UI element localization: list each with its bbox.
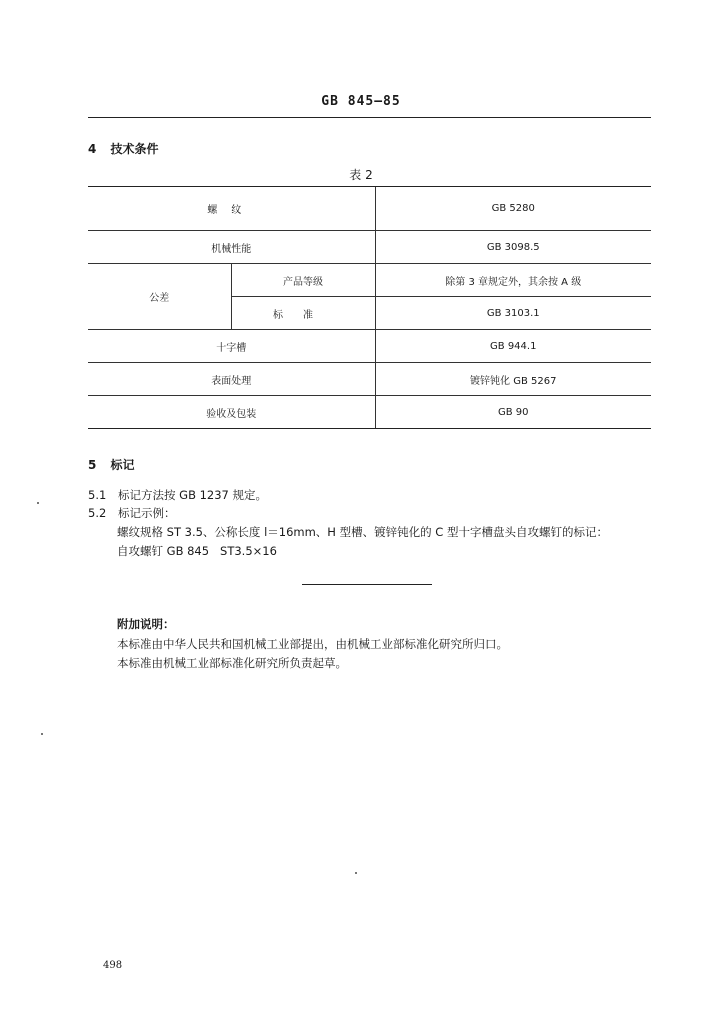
section-5-number: 5 <box>88 458 97 472</box>
table-cell-value: GB 944.1 <box>375 330 651 363</box>
table-cell-label: 验收及包装 <box>88 396 375 429</box>
table-cell-label: 表面处理 <box>88 363 375 396</box>
table-row <box>88 396 651 429</box>
table-cell-value: GB 5280 <box>375 187 651 231</box>
table-cell-value: GB 3103.1 <box>375 297 651 330</box>
clause-text: 标记示例： <box>118 506 176 520</box>
marking-example: 自攻螺钉 GB 845 ST3.5×16 <box>117 544 277 558</box>
table-caption: 表 2 <box>349 168 373 182</box>
table-cell-value: 镀锌钝化 GB 5267 <box>375 363 651 396</box>
clause-text: 标记方法按 GB 1237 规定。 <box>118 488 268 502</box>
table-row <box>88 330 651 363</box>
clause-5-2 <box>88 505 176 521</box>
table-cell-label: 螺纹 <box>88 187 375 231</box>
clause-number: 5.2 <box>88 506 107 520</box>
additional-note-line: 本标准由机械工业部标准化研究所负责起草。 <box>117 656 347 670</box>
section-4-heading <box>88 140 159 157</box>
table-cell-label: 机械性能 <box>88 231 375 264</box>
table-cell-sublabel: 产品等级 <box>231 264 375 297</box>
section-4-number: 4 <box>88 142 97 156</box>
page-number: 498 <box>103 960 123 971</box>
table-row <box>88 264 651 297</box>
section-4-title: 技术条件 <box>110 142 159 156</box>
header-rule <box>88 117 651 118</box>
table-cell-value: GB 90 <box>375 396 651 429</box>
section-5-heading <box>88 456 135 473</box>
additional-note-line: 本标准由中华人民共和国机械工业部提出，由机械工业部标准化研究所归口。 <box>117 637 508 651</box>
table-cell-sublabel: 标准 <box>231 297 375 330</box>
scan-speck <box>355 872 357 874</box>
clause-5-1 <box>88 487 267 503</box>
additional-notes-title: 附加说明： <box>117 617 175 631</box>
table-row <box>88 187 651 231</box>
scan-speck <box>37 502 39 504</box>
table-cell-value: GB 3098.5 <box>375 231 651 264</box>
standard-code-header: GB 845—85 <box>321 94 401 109</box>
scan-speck <box>41 733 43 735</box>
table-cell-label: 十字槽 <box>88 330 375 363</box>
table-row <box>88 363 651 396</box>
clause-number: 5.1 <box>88 488 107 502</box>
separator-rule <box>302 584 432 585</box>
technical-conditions-table <box>88 186 651 429</box>
table-row <box>88 231 651 264</box>
section-5-title: 标记 <box>110 458 135 472</box>
table-cell-value: 除第 3 章规定外，其余按 A 级 <box>375 264 651 297</box>
table-cell-label: 公差 <box>88 264 231 330</box>
marking-example-description: 螺纹规格 ST 3.5、公称长度 l＝16mm、H 型槽、镀锌钝化的 C 型十字槽盘头自攻螺钉的标记： <box>117 525 608 539</box>
